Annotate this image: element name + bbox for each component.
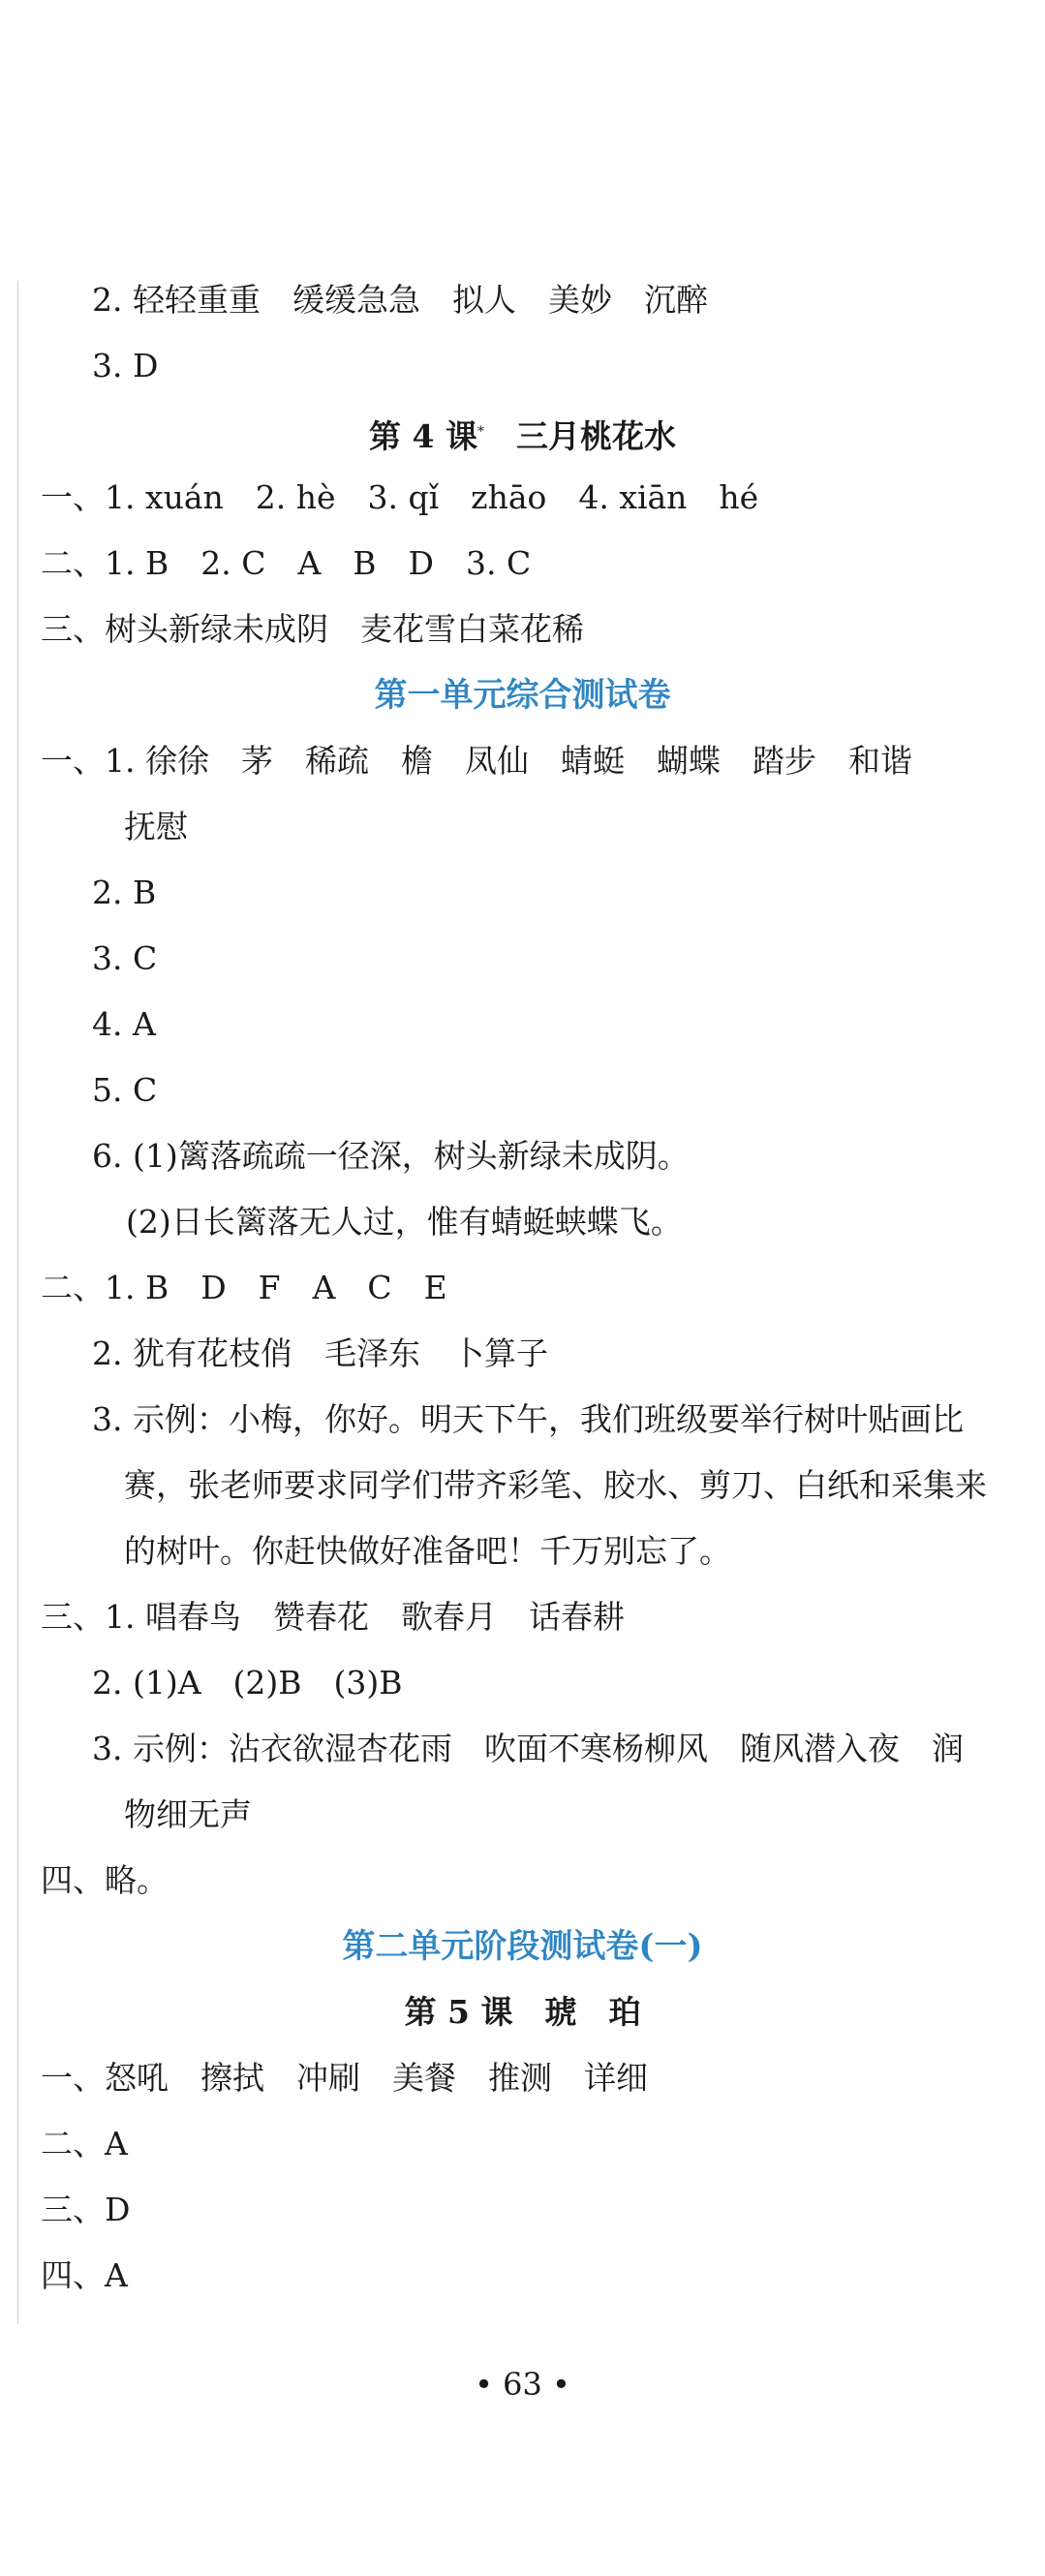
section-title: 第一单元综合测试卷: [374, 676, 671, 715]
answer-line: 二、1. B 2. C A B D 3. C: [41, 544, 532, 582]
answer-line: 四、略。: [41, 1861, 169, 1899]
answer-line: 一、怒吼 擦拭 冲刷 美餐 推测 详细: [41, 2059, 648, 2097]
answer-line: 5. C: [92, 1071, 158, 1109]
answer-line: 3. 示例：小梅，你好。明天下午，我们班级要举行树叶贴画比: [92, 1400, 964, 1438]
optional-lesson-mark: *: [476, 424, 484, 440]
answer-line: 4. A: [92, 1005, 156, 1043]
lesson-heading: 第 5 课 琥 珀: [404, 1993, 641, 2031]
answer-line: 6. (1)篱落疏疏一径深，树头新绿未成阴。: [92, 1137, 690, 1175]
answer-line: 四、A: [41, 2256, 128, 2294]
answer-line: 三、树头新绿未成阴 麦花雪白菜花稀: [41, 610, 584, 648]
answer-line: 二、1. B D F A C E: [41, 1269, 447, 1306]
page-number: • 63 •: [475, 2366, 570, 2403]
answer-line: 2. 轻轻重重 缓缓急急 拟人 美妙 沉醉: [92, 281, 708, 319]
answer-line: 赛，张老师要求同学们带齐彩笔、胶水、剪刀、白纸和采集来: [124, 1466, 987, 1504]
answer-line: 2. 犹有花枝俏 毛泽东 卜算子: [92, 1334, 548, 1372]
answer-line: 抚慰: [124, 808, 188, 845]
answer-line: 2. (1)A (2)B (3)B: [92, 1664, 403, 1702]
lesson-heading: [0, 403, 1045, 461]
lesson-title: 三月桃花水: [483, 417, 676, 455]
lesson-number: 第 4 课: [369, 417, 477, 455]
answer-line: 三、D: [41, 2191, 131, 2228]
answer-line: 3. C: [92, 939, 158, 977]
answer-line: 物细无声: [124, 1795, 252, 1833]
answer-line: 一、1. xuán 2. hè 3. qǐ zhāo 4. xiān hé: [41, 478, 759, 516]
answer-line: (2)日长篱落无人过，惟有蜻蜓蛱蝶飞。: [126, 1203, 683, 1241]
answer-line: 的树叶。你赶快做好准备吧！千万别忘了。: [124, 1532, 731, 1570]
answer-line: 3. D: [92, 347, 159, 384]
answer-line: 一、1. 徐徐 茅 稀疏 檐 凤仙 蜻蜓 蝴蝶 踏步 和谐: [41, 742, 912, 780]
answer-line: 三、1. 唱春鸟 赞春花 歌春月 话春耕: [41, 1598, 625, 1636]
answer-line: 2. B: [92, 874, 157, 911]
section-title: 第二单元阶段测试卷(一): [342, 1927, 703, 1966]
answer-line: 二、A: [41, 2125, 128, 2162]
answer-line: 3. 示例：沾衣欲湿杏花雨 吹面不寒杨柳风 随风潜入夜 润: [92, 1730, 964, 1767]
